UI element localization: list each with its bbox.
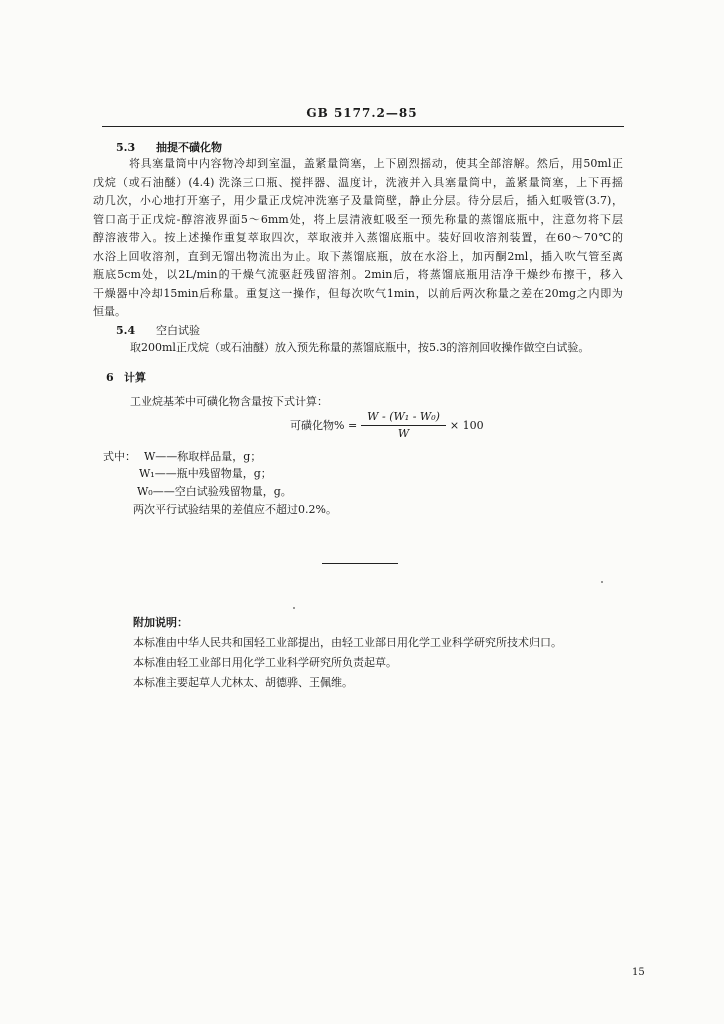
formula-denominator: W [397, 427, 410, 440]
variable-definition: W₁——瓶中残留物量，g； [139, 467, 272, 480]
section-5-3-heading [116, 139, 222, 155]
section-title: 抽提不磺化物 [156, 141, 222, 154]
header-rule [102, 126, 624, 127]
paragraph-line: 动几次，小心地打开塞子，用少量正戊烷冲洗塞子及量筒壁，静止分层。待分层后，插入虹吸管(3.7)， [93, 194, 623, 207]
appendix-line: 本标准主要起草人尤林太、胡德骅、王佩维。 [133, 676, 353, 689]
variable-definition: W₀——空白试验残留物量，g。 [137, 485, 292, 498]
paragraph-line: 将具塞量筒中内容物冷却到室温，盖紧量筒塞，上下剧烈摇动，使其全部溶解。然后，用50ml正 [129, 157, 623, 170]
section-5-4-heading [116, 322, 200, 338]
section-6-heading [106, 369, 146, 385]
formula-fraction [361, 410, 446, 441]
paragraph-line: 恒量。 [93, 305, 126, 318]
scan-speck [601, 581, 603, 583]
section-number: 6 [106, 371, 114, 384]
paragraph-line: 醇溶液带入。按上述操作重复萃取四次，萃取液并入蒸馏底瓶中。装好回收溶剂装置，在60～70℃的 [93, 231, 623, 244]
section-number: 5.3 [116, 141, 136, 154]
paragraph-line: 戊烷（或石油醚）(4.4) 洗涤三口瓶、搅拌器、温度计，洗液并入具塞量筒中，盖紧量筒塞，上下再摇 [93, 175, 623, 189]
page-number: 15 [632, 967, 645, 978]
where-label: 式中： [103, 450, 136, 463]
formula-intro: 工业烷基苯中可磺化物含量按下式计算： [130, 395, 328, 408]
appendix-line: 本标准由中华人民共和国轻工业部提出，由轻工业部日用化学工业科学研究所技术归口。 [133, 636, 562, 649]
standard-header: GB 5177.2—85 [306, 106, 418, 120]
paragraph-line: 水浴上回收溶剂，直到无馏出物流出为止。取下蒸馏底瓶，放在水浴上，加丙酮2ml，插入吹气管至离 [93, 249, 623, 263]
paragraph-line: 管口高于正戊烷-醇溶液界面5～6mm处，将上层清液虹吸至一预先称量的蒸馏底瓶中，注意勿将下层 [93, 212, 623, 226]
section-end-rule [322, 563, 398, 564]
scan-speck [293, 607, 295, 609]
formula-rhs: × 100 [449, 418, 484, 432]
section-5-4-body: 取200ml正戊烷（或石油醚）放入预先称量的蒸馏底瓶中，按5.3的溶剂回收操作做空白试验。 [130, 341, 590, 354]
section-title: 空白试验 [156, 324, 200, 337]
paragraph-line: 瓶底5cm处，以2L/min的干燥气流驱赶残留溶剂。2min后，将蒸馏底瓶用洁净干燥纱布擦干，移入 [93, 268, 623, 281]
appendix-line: 本标准由轻工业部日用化学工业科学研究所负责起草。 [133, 656, 397, 669]
paragraph-line: 干燥器中冷却15min后称量。重复这一操作，但每次吹气1min，以前后两次称量之差在20mg之内即为 [93, 286, 623, 300]
section-number: 5.4 [116, 324, 136, 337]
variable-definition: W——称取样品量，g； [144, 450, 262, 463]
tolerance-note: 两次平行试验结果的差值应不超过0.2%。 [133, 503, 337, 516]
section-5-3-body [93, 155, 623, 322]
formula [290, 410, 484, 441]
formula-lhs: 可磺化物% = [290, 418, 358, 432]
formula-numerator: W - (W₁ - W₀) [361, 410, 446, 426]
appendix [133, 613, 562, 693]
section-title: 计算 [124, 371, 146, 384]
appendix-title: 附加说明： [133, 616, 188, 629]
